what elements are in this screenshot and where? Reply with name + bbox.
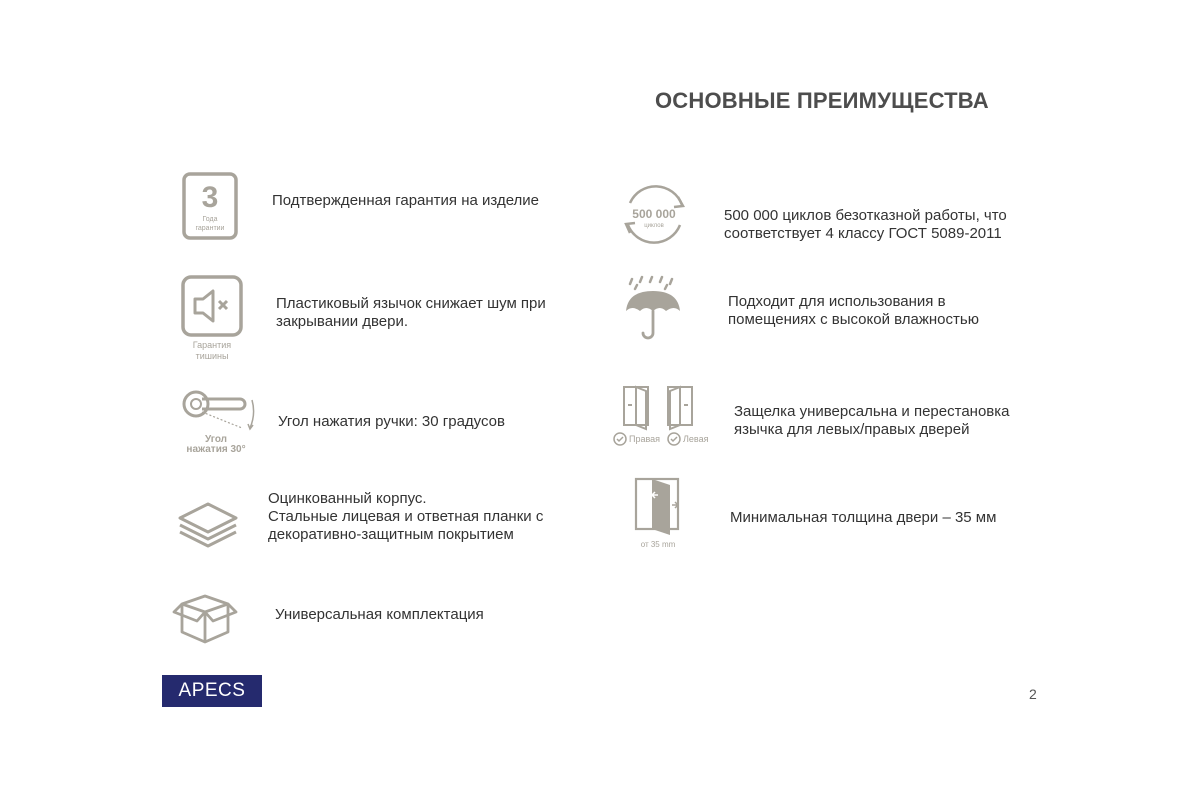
umbrella-rain-icon — [622, 275, 684, 341]
handle-caption-1: Угол — [204, 434, 228, 445]
text-line: помещениях с высокой влажностью — [728, 311, 979, 328]
text-line: Оцинкованный корпус. — [268, 490, 427, 507]
door-right-caption: Правая — [629, 434, 661, 444]
feature-handle-text — [278, 413, 505, 431]
text-line: Подтвержденная гарантия на изделие — [272, 192, 540, 209]
text-line: закрывании двери. — [276, 313, 409, 330]
feature-humidity-text — [728, 293, 979, 329]
text-line: декоративно-защитным покрытием — [268, 526, 514, 543]
handle-caption-2: нажатия 30° — [186, 444, 246, 455]
cycles-number: 500 000 — [632, 207, 676, 221]
silence-caption-1: Гарантия — [192, 340, 232, 350]
warranty-number: 3 — [201, 181, 219, 214]
text-line: 500 000 циклов безотказной работы, что — [724, 207, 1007, 224]
door-thickness-icon — [628, 475, 690, 551]
text-line: Защелка универсальна и перестановка — [734, 403, 1010, 420]
thickness-caption: от 35 mm — [640, 540, 676, 549]
cycles-500000-icon — [618, 183, 690, 247]
page-title: ОСНОВНЫЕ ПРЕИМУЩЕСТВА — [655, 88, 989, 113]
text-line: соответствует 4 классу ГОСТ 5089-2011 — [724, 225, 1002, 242]
door-handle-angle-icon — [180, 388, 260, 458]
feature-cycles-text — [724, 207, 1007, 243]
feature-reversible-text — [734, 403, 1010, 439]
feature-kit-text — [275, 606, 484, 624]
text-line: Угол нажатия ручки: 30 градусов — [278, 413, 505, 430]
speaker-mute-icon — [181, 275, 245, 363]
feature-thickness-text — [730, 509, 996, 527]
text-line: Минимальная толщина двери – 35 мм — [730, 509, 997, 526]
warranty-caption-1: Года — [202, 216, 218, 223]
feature-body-text — [268, 490, 543, 544]
text-line: Пластиковый язычок снижает шум при — [276, 295, 546, 312]
text-line: Стальные лицевая и ответная планки с — [268, 508, 544, 525]
layers-icon — [176, 500, 240, 552]
silence-caption-2: тишины — [195, 351, 229, 361]
text-line: язычка для левых/правых дверей — [734, 421, 970, 438]
door-left-right-icon — [610, 383, 714, 447]
apecs-logo: APECS — [162, 675, 262, 707]
text-line: Подходит для использования в — [728, 293, 946, 310]
page-number: 2 — [1029, 686, 1037, 702]
feature-silence-text — [276, 295, 546, 331]
door-left-caption: Левая — [683, 434, 709, 444]
warranty-caption-2: гарантии — [195, 225, 225, 232]
feature-warranty-text — [272, 192, 539, 210]
text-line: Универсальная комплектация — [275, 606, 484, 623]
cycles-caption: циклов — [644, 223, 664, 229]
warranty-3-years-icon — [182, 172, 238, 240]
box-icon — [172, 588, 238, 646]
